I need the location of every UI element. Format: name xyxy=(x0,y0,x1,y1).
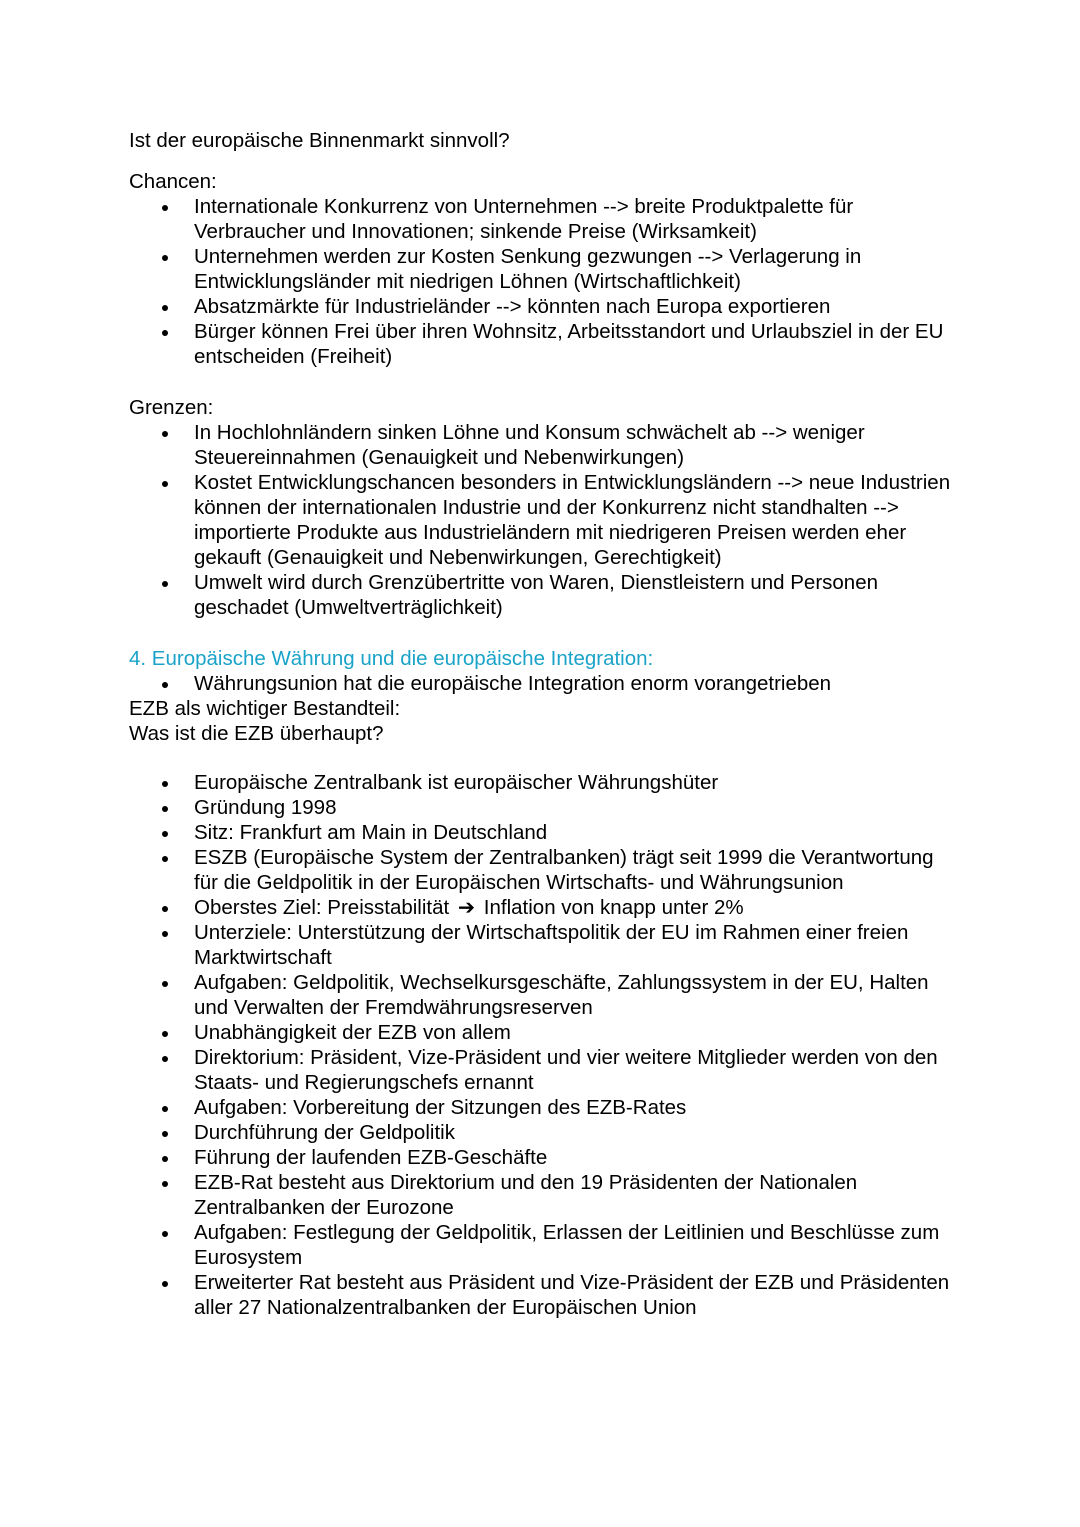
bullet-icon xyxy=(162,1031,168,1037)
list-item: Unterziele: Unterstützung der Wirtschaftspolitik der EU im Rahmen einer freien Marktwirtschaft xyxy=(129,920,959,970)
list-item: Währungsunion hat die europäische Integration enorm vorangetrieben xyxy=(129,671,959,696)
bullet-icon xyxy=(162,581,168,587)
list-item: Umwelt wird durch Grenzübertritte von Waren, Dienstleistern und Personen geschadet (Umweltverträglichkeit) xyxy=(129,570,959,620)
bullet-icon xyxy=(162,1106,168,1112)
list-item: In Hochlohnländern sinken Löhne und Konsum schwächelt ab --> weniger Steuereinnahmen (Genauigkeit und Nebenwirkungen) xyxy=(129,420,959,470)
list-item: Direktorium: Präsident, Vize-Präsident und vier weitere Mitglieder werden von den Staats- und Regierungschefs ernannt xyxy=(129,1045,959,1095)
list-item: Sitz: Frankfurt am Main in Deutschland xyxy=(129,820,959,845)
list-item: Gründung 1998 xyxy=(129,795,959,820)
inflation-text: Inflation von knapp unter 2% xyxy=(483,896,744,919)
bullet-icon xyxy=(162,305,168,311)
bullet-icon xyxy=(162,1281,168,1287)
list-item: Aufgaben: Vorbereitung der Sitzungen des EZB-Rates xyxy=(129,1095,959,1120)
grenzen-label: Grenzen: xyxy=(129,396,214,419)
list-item: ESZB (Europäische System der Zentralbanken) trägt seit 1999 die Verantwortung für die Geldpolitik in der Europäischen Wirtschafts- und Währungsunion xyxy=(129,845,959,895)
list-item: Aufgaben: Geldpolitik, Wechselkursgeschäfte, Zahlungssystem in der EU, Halten und Verwalten der Fremdwährungsreserven xyxy=(129,970,959,1020)
list-item: Kostet Entwicklungschancen besonders in Entwicklungsländern --> neue Industrien können der internationalen Industrie und der Konkurrenz nicht standhalten --> importierte Produkte aus Industrieländern mit niedrigeren Preisen werden eher gekauft (Genauigkeit und Nebenwirkungen, Gerechtigkeit) xyxy=(129,470,959,570)
list-item: Absatzmärkte für Industrieländer --> könnten nach Europa exportieren xyxy=(129,294,959,319)
section-4-list xyxy=(129,671,959,696)
document-page xyxy=(129,128,959,1320)
chancen-label: Chancen: xyxy=(129,170,217,193)
grenzen-list xyxy=(129,420,959,620)
chancen-list xyxy=(129,194,959,369)
bullet-icon xyxy=(162,981,168,987)
list-item: EZB-Rat besteht aus Direktorium und den 19 Präsidenten der Nationalen Zentralbanken der Eurozone xyxy=(129,1170,959,1220)
list-item: Unabhängigkeit der EZB von allem xyxy=(129,1020,959,1045)
list-item: Erweiterter Rat besteht aus Präsident und Vize-Präsident der EZB und Präsidenten aller 27 Nationalzentralbanken der Europäischen Union xyxy=(129,1270,959,1320)
list-item: Durchführung der Geldpolitik xyxy=(129,1120,959,1145)
bullet-icon xyxy=(162,1156,168,1162)
bullet-icon xyxy=(162,931,168,937)
bullet-icon xyxy=(162,906,168,912)
ezb-list xyxy=(129,770,959,1320)
ziel-text: Oberstes Ziel: Preisstabilität xyxy=(194,896,450,919)
bullet-icon xyxy=(162,1056,168,1062)
bullet-icon xyxy=(162,781,168,787)
bullet-icon xyxy=(162,682,168,688)
ezb-intro-line: EZB als wichtiger Bestandteil: xyxy=(129,697,401,720)
bullet-icon xyxy=(162,1181,168,1187)
list-item: Europäische Zentralbank ist europäischer Währungshüter xyxy=(129,770,959,795)
list-item: Führung der laufenden EZB-Geschäfte xyxy=(129,1145,959,1170)
bullet-icon xyxy=(162,255,168,261)
bullet-icon xyxy=(162,1131,168,1137)
arrow-right-icon: ➔ xyxy=(457,896,476,919)
list-item: Bürger können Frei über ihren Wohnsitz, Arbeitsstandort und Urlaubsziel in der EU entscheiden (Freiheit) xyxy=(129,319,959,369)
section-4-heading: 4. Europäische Währung und die europäische Integration: xyxy=(129,647,654,670)
bullet-icon xyxy=(162,431,168,437)
bullet-icon xyxy=(162,1231,168,1237)
bullet-icon xyxy=(162,831,168,837)
bullet-icon xyxy=(162,806,168,812)
list-item xyxy=(129,895,959,920)
bullet-icon xyxy=(162,330,168,336)
ezb-question-line: Was ist die EZB überhaupt? xyxy=(129,722,384,745)
bullet-icon xyxy=(162,856,168,862)
bullet-icon xyxy=(162,205,168,211)
page-title: Ist der europäische Binnenmarkt sinnvoll? xyxy=(129,129,510,152)
bullet-icon xyxy=(162,481,168,487)
list-item: Unternehmen werden zur Kosten Senkung gezwungen --> Verlagerung in Entwicklungsländer mit niedrigen Löhnen (Wirtschaftlichkeit) xyxy=(129,244,959,294)
list-item: Internationale Konkurrenz von Unternehmen --> breite Produktpalette für Verbraucher und Innovationen; sinkende Preise (Wirksamkeit) xyxy=(129,194,959,244)
list-item: Aufgaben: Festlegung der Geldpolitik, Erlassen der Leitlinien und Beschlüsse zum Eurosystem xyxy=(129,1220,959,1270)
